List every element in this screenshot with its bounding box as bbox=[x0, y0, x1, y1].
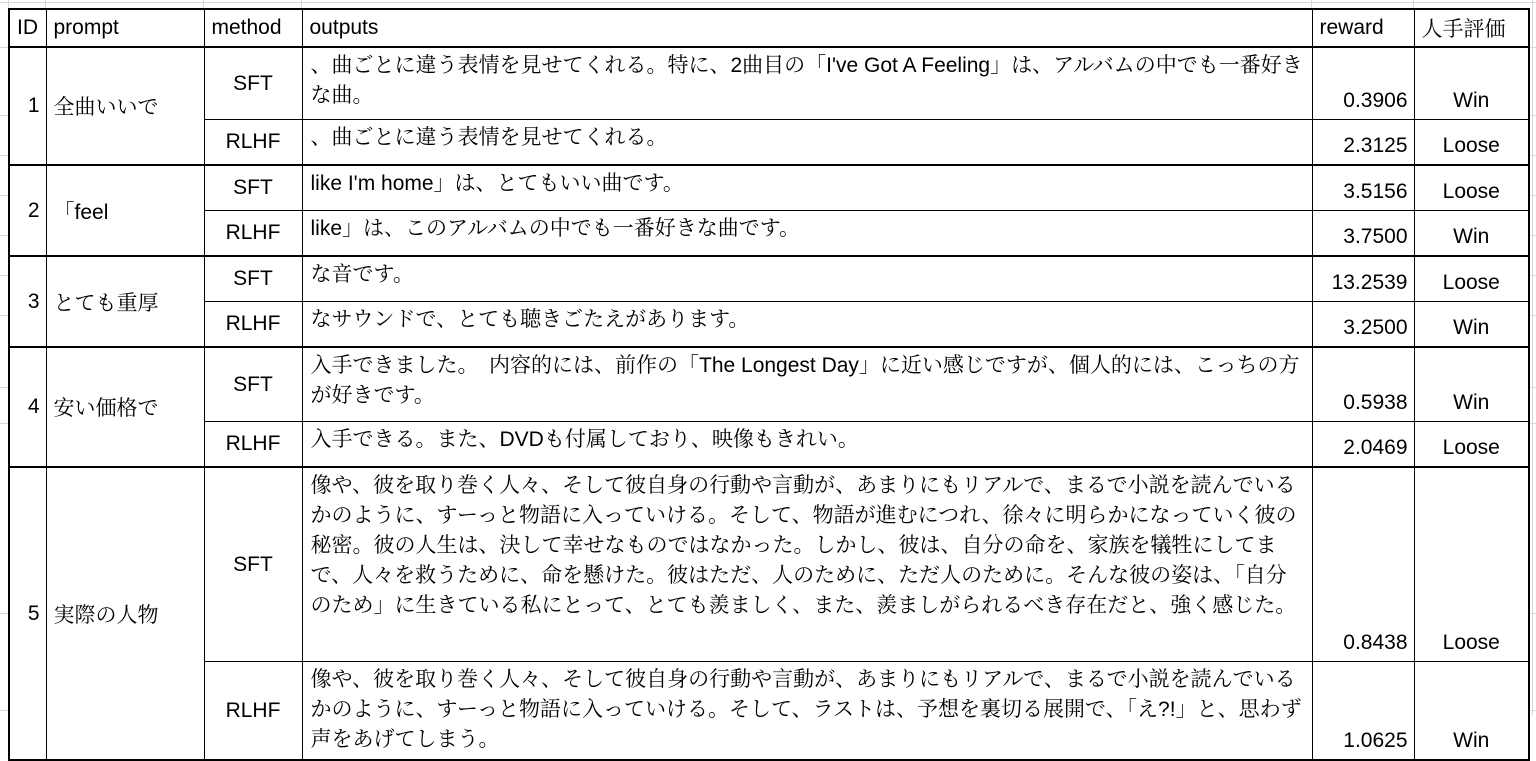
cell-method[interactable]: SFT bbox=[204, 467, 302, 662]
table-row bbox=[9, 120, 1529, 166]
column-header-prompt[interactable]: prompt bbox=[46, 9, 204, 47]
cell-method[interactable]: SFT bbox=[204, 347, 302, 422]
cell-output[interactable]: 入手できました。 内容的には、前作の「The Longest Day」に近い感じですが、個人的には、こっちの方が好きです。 bbox=[302, 347, 1312, 422]
gridline bbox=[0, 2, 1536, 3]
table-row bbox=[9, 347, 1529, 422]
cell-method[interactable]: RLHF bbox=[204, 211, 302, 257]
cell-method[interactable]: SFT bbox=[204, 165, 302, 211]
cell-output[interactable]: 、曲ごとに違う表情を見せてくれる。 bbox=[302, 120, 1312, 166]
cell-id[interactable]: 2 bbox=[9, 165, 46, 256]
table-row bbox=[9, 256, 1529, 302]
column-header-outputs[interactable]: outputs bbox=[302, 9, 1312, 47]
cell-output[interactable]: 、曲ごとに違う表情を見せてくれる。特に、2曲目の「I've Got A Feeling」は、アルバムの中でも一番好きな曲。 bbox=[302, 47, 1312, 120]
cell-output[interactable]: 像や、彼を取り巻く人々、そして彼自身の行動や言動が、あまりにもリアルで、まるで小説を読んでいるかのように、すーっと物語に入っていける。そして、物語が進むにつれ、徐々に明らかになっていく彼の秘密。彼の人生は、決して幸せなものではなかった。しかし、彼は、自分の命を、家族を犠牲にしてまで、人々を救うために、命を懸けた。彼はただ、人のために、ただ人のために。そんな彼の姿は、「自分のため」に生きている私にとって、とても羨ましく、また、羨ましがられるべき存在だと、強く感じた。 bbox=[302, 467, 1312, 662]
cell-method[interactable]: RLHF bbox=[204, 120, 302, 166]
cell-method[interactable]: SFT bbox=[204, 47, 302, 120]
column-header-reward[interactable]: reward bbox=[1312, 9, 1414, 47]
table-row bbox=[9, 302, 1529, 348]
cell-prompt[interactable]: 全曲いいで bbox=[46, 47, 204, 165]
cell-reward[interactable]: 0.3906 bbox=[1312, 47, 1414, 120]
cell-human-eval[interactable]: Win bbox=[1414, 302, 1529, 348]
cell-method[interactable]: SFT bbox=[204, 256, 302, 302]
table-row bbox=[9, 47, 1529, 120]
table-row bbox=[9, 467, 1529, 662]
table-row bbox=[9, 422, 1529, 468]
evaluation-table bbox=[8, 8, 1530, 761]
cell-prompt[interactable]: 「feel bbox=[46, 165, 204, 256]
cell-method[interactable]: RLHF bbox=[204, 662, 302, 761]
cell-reward[interactable]: 0.5938 bbox=[1312, 347, 1414, 422]
cell-id[interactable]: 3 bbox=[9, 256, 46, 347]
cell-reward[interactable]: 3.2500 bbox=[1312, 302, 1414, 348]
cell-id[interactable]: 4 bbox=[9, 347, 46, 467]
cell-method[interactable]: RLHF bbox=[204, 302, 302, 348]
cell-output[interactable]: 入手できる。また、DVDも付属しており、映像もきれい。 bbox=[302, 422, 1312, 468]
table-row bbox=[9, 662, 1529, 761]
cell-reward[interactable]: 13.2539 bbox=[1312, 256, 1414, 302]
cell-reward[interactable]: 3.5156 bbox=[1312, 165, 1414, 211]
cell-human-eval[interactable]: Win bbox=[1414, 211, 1529, 257]
cell-id[interactable]: 5 bbox=[9, 467, 46, 760]
gridline bbox=[1532, 0, 1533, 716]
cell-output[interactable]: like I'm home」は、とてもいい曲です。 bbox=[302, 165, 1312, 211]
cell-human-eval[interactable]: Win bbox=[1414, 47, 1529, 120]
header-row bbox=[9, 9, 1529, 47]
cell-human-eval[interactable]: Loose bbox=[1414, 467, 1529, 662]
cell-reward[interactable]: 3.7500 bbox=[1312, 211, 1414, 257]
cell-human-eval[interactable]: Win bbox=[1414, 347, 1529, 422]
cell-output[interactable]: なサウンドで、とても聴きごたえがあります。 bbox=[302, 302, 1312, 348]
cell-id[interactable]: 1 bbox=[9, 47, 46, 165]
cell-reward[interactable]: 2.3125 bbox=[1312, 120, 1414, 166]
cell-reward[interactable]: 1.0625 bbox=[1312, 662, 1414, 761]
column-header-method[interactable]: method bbox=[204, 9, 302, 47]
table-row bbox=[9, 211, 1529, 257]
cell-prompt[interactable]: とても重厚 bbox=[46, 256, 204, 347]
cell-method[interactable]: RLHF bbox=[204, 422, 302, 468]
cell-output[interactable]: な音です。 bbox=[302, 256, 1312, 302]
column-header-human-eval[interactable]: 人手評価 bbox=[1414, 9, 1529, 47]
cell-prompt[interactable]: 安い価格で bbox=[46, 347, 204, 467]
cell-reward[interactable]: 0.8438 bbox=[1312, 467, 1414, 662]
table-row bbox=[9, 165, 1529, 211]
cell-human-eval[interactable]: Loose bbox=[1414, 165, 1529, 211]
cell-output[interactable]: 像や、彼を取り巻く人々、そして彼自身の行動や言動が、あまりにもリアルで、まるで小説を読んでいるかのように、すーっと物語に入っていける。そして、ラストは、予想を裏切る展開で、「え?!」と、思わず声をあげてしまう。 bbox=[302, 662, 1312, 761]
cell-human-eval[interactable]: Loose bbox=[1414, 120, 1529, 166]
cell-output[interactable]: like」は、このアルバムの中でも一番好きな曲です。 bbox=[302, 211, 1312, 257]
cell-human-eval[interactable]: Loose bbox=[1414, 422, 1529, 468]
cell-prompt[interactable]: 実際の人物 bbox=[46, 467, 204, 760]
cell-human-eval[interactable]: Win bbox=[1414, 662, 1529, 761]
column-header-id[interactable]: ID bbox=[9, 9, 46, 47]
cell-human-eval[interactable]: Loose bbox=[1414, 256, 1529, 302]
cell-reward[interactable]: 2.0469 bbox=[1312, 422, 1414, 468]
